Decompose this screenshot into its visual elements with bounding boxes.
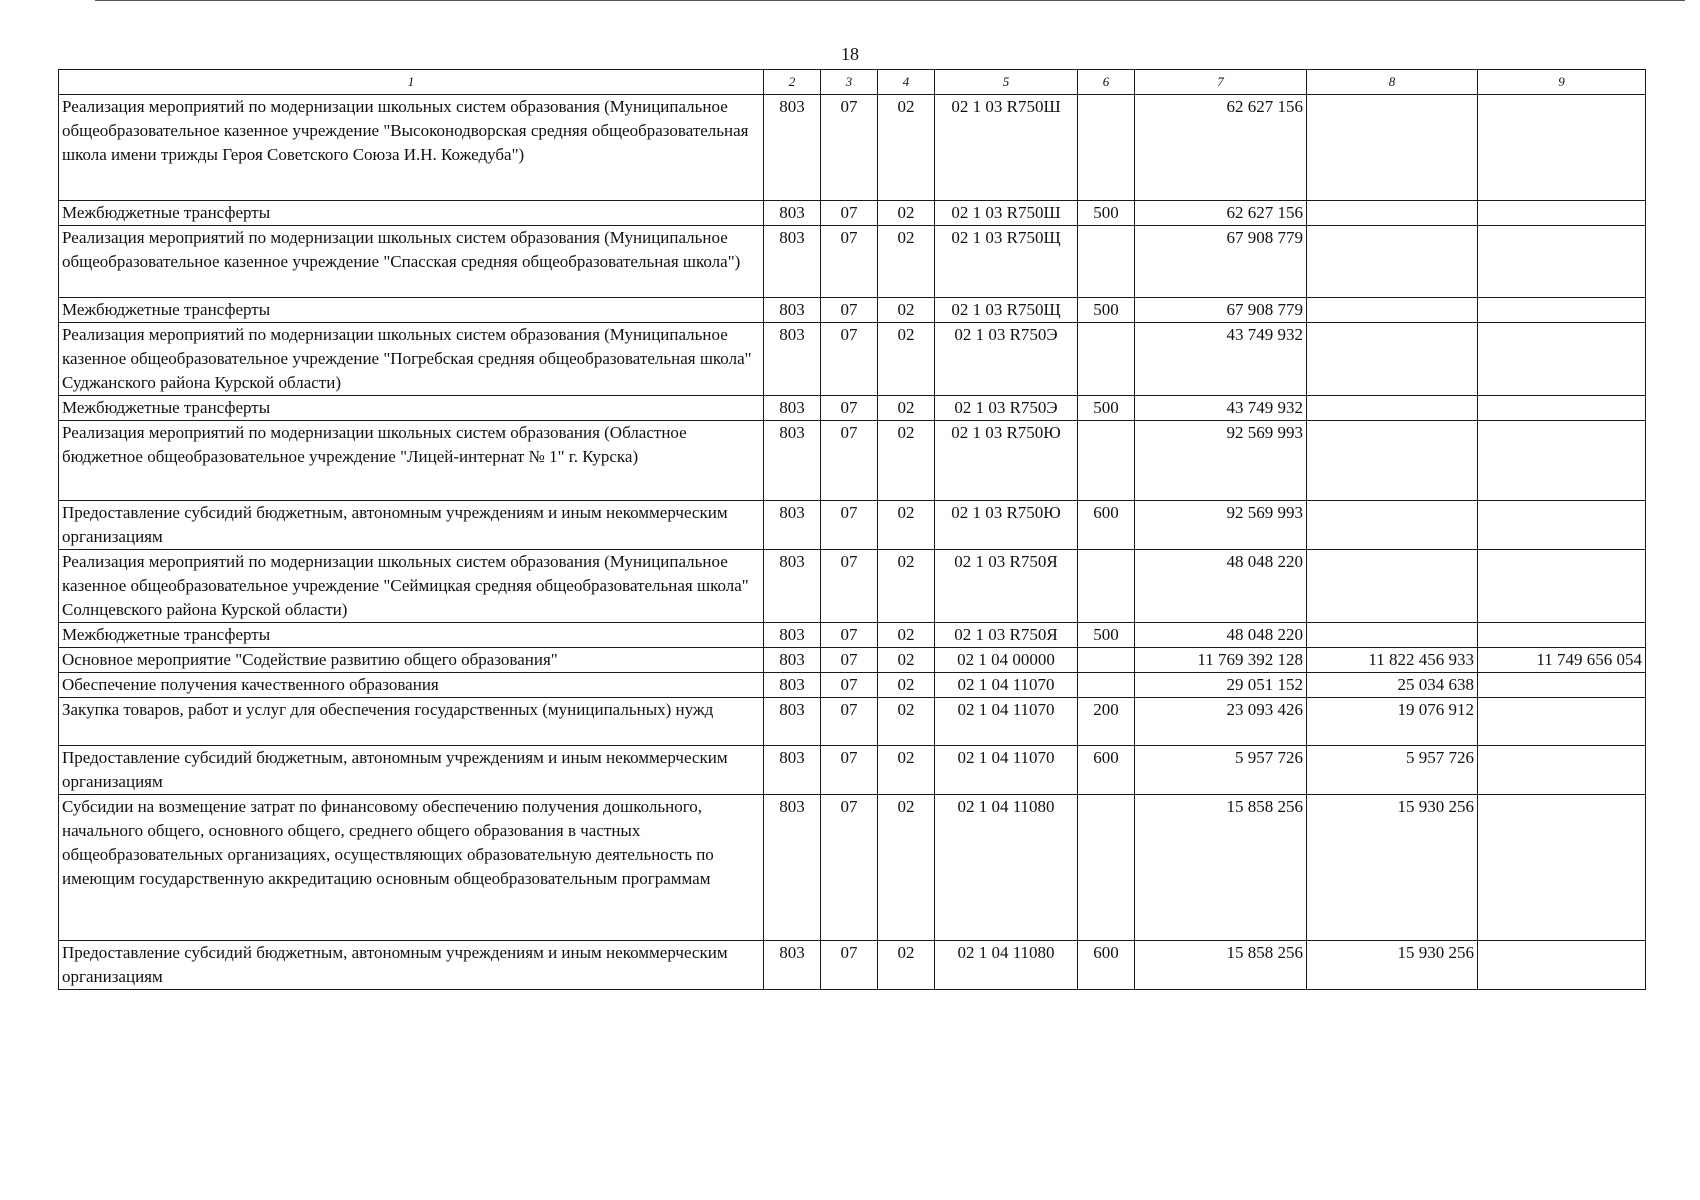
amount-col-8 [1307, 396, 1478, 421]
table-row [59, 550, 1646, 623]
amount-col-7: 92 569 993 [1135, 501, 1307, 550]
column-number: 9 [1478, 70, 1646, 95]
code-ministry: 803 [764, 95, 821, 201]
code-expense-type: 500 [1078, 396, 1135, 421]
amount-col-7: 43 749 932 [1135, 323, 1307, 396]
amount-col-8 [1307, 421, 1478, 501]
code-target-article: 02 1 03 R750Ш [935, 95, 1078, 201]
amount-col-8 [1307, 298, 1478, 323]
table-row [59, 201, 1646, 226]
table-row [59, 698, 1646, 746]
code-expense-type [1078, 648, 1135, 673]
code-target-article: 02 1 03 R750Э [935, 396, 1078, 421]
row-name: Реализация мероприятий по модернизации школьных систем образования (Муниципальное казенное общеобразовательное учреждение "Сеймицкая средняя общеобразовательная школа" Солнцевского района Курской области) [59, 550, 764, 623]
amount-col-8 [1307, 95, 1478, 201]
code-section: 07 [821, 421, 878, 501]
code-target-article: 02 1 04 11070 [935, 746, 1078, 795]
code-expense-type: 600 [1078, 501, 1135, 550]
code-subsection: 02 [878, 746, 935, 795]
code-subsection: 02 [878, 623, 935, 648]
code-ministry: 803 [764, 201, 821, 226]
amount-col-9 [1478, 95, 1646, 201]
code-ministry: 803 [764, 648, 821, 673]
code-expense-type [1078, 95, 1135, 201]
table-row [59, 673, 1646, 698]
row-name: Предоставление субсидий бюджетным, автономным учреждениям и иным некоммерческим организациям [59, 746, 764, 795]
column-number-row [59, 70, 1646, 95]
amount-col-8: 5 957 726 [1307, 746, 1478, 795]
code-section: 07 [821, 623, 878, 648]
row-name: Предоставление субсидий бюджетным, автономным учреждениям и иным некоммерческим организациям [59, 501, 764, 550]
code-expense-type [1078, 323, 1135, 396]
code-target-article: 02 1 03 R750Щ [935, 298, 1078, 323]
code-subsection: 02 [878, 698, 935, 746]
row-name: Обеспечение получения качественного образования [59, 673, 764, 698]
amount-col-7: 48 048 220 [1135, 550, 1307, 623]
amount-col-9 [1478, 623, 1646, 648]
table-row [59, 501, 1646, 550]
column-number: 5 [935, 70, 1078, 95]
table-row [59, 795, 1646, 941]
code-section: 07 [821, 673, 878, 698]
code-target-article: 02 1 04 11080 [935, 941, 1078, 990]
amount-col-9 [1478, 421, 1646, 501]
amount-col-9 [1478, 501, 1646, 550]
amount-col-9 [1478, 396, 1646, 421]
code-expense-type: 600 [1078, 746, 1135, 795]
code-target-article: 02 1 03 R750Ю [935, 501, 1078, 550]
code-expense-type: 500 [1078, 298, 1135, 323]
amount-col-9 [1478, 226, 1646, 298]
code-section: 07 [821, 648, 878, 673]
code-ministry: 803 [764, 323, 821, 396]
code-expense-type [1078, 550, 1135, 623]
table-row [59, 226, 1646, 298]
code-subsection: 02 [878, 501, 935, 550]
code-subsection: 02 [878, 95, 935, 201]
code-ministry: 803 [764, 396, 821, 421]
code-ministry: 803 [764, 501, 821, 550]
code-section: 07 [821, 201, 878, 226]
code-ministry: 803 [764, 746, 821, 795]
column-number: 2 [764, 70, 821, 95]
amount-col-9 [1478, 698, 1646, 746]
code-ministry: 803 [764, 421, 821, 501]
amount-col-7: 48 048 220 [1135, 623, 1307, 648]
table-row [59, 623, 1646, 648]
amount-col-8: 19 076 912 [1307, 698, 1478, 746]
code-expense-type [1078, 226, 1135, 298]
code-subsection: 02 [878, 226, 935, 298]
column-number: 3 [821, 70, 878, 95]
code-expense-type [1078, 795, 1135, 941]
code-subsection: 02 [878, 795, 935, 941]
code-target-article: 02 1 03 R750Ю [935, 421, 1078, 501]
row-name: Предоставление субсидий бюджетным, автономным учреждениям и иным некоммерческим организациям [59, 941, 764, 990]
amount-col-7: 5 957 726 [1135, 746, 1307, 795]
code-expense-type: 600 [1078, 941, 1135, 990]
page-number: 18 [841, 44, 859, 64]
row-name: Межбюджетные трансферты [59, 396, 764, 421]
amount-col-9: 11 749 656 054 [1478, 648, 1646, 673]
amount-col-9 [1478, 298, 1646, 323]
table-row [59, 746, 1646, 795]
code-subsection: 02 [878, 421, 935, 501]
row-name: Реализация мероприятий по модернизации школьных систем образования (Муниципальное общеобразовательное казенное учреждение "Спасская средняя общеобразовательная школа") [59, 226, 764, 298]
code-ministry: 803 [764, 226, 821, 298]
amount-col-7: 15 858 256 [1135, 941, 1307, 990]
code-target-article: 02 1 03 R750Я [935, 623, 1078, 648]
amount-col-8: 15 930 256 [1307, 795, 1478, 941]
code-subsection: 02 [878, 941, 935, 990]
amount-col-7: 11 769 392 128 [1135, 648, 1307, 673]
amount-col-8 [1307, 623, 1478, 648]
amount-col-9 [1478, 795, 1646, 941]
code-target-article: 02 1 03 R750Э [935, 323, 1078, 396]
code-section: 07 [821, 298, 878, 323]
column-number: 4 [878, 70, 935, 95]
code-ministry: 803 [764, 941, 821, 990]
amount-col-9 [1478, 746, 1646, 795]
code-section: 07 [821, 698, 878, 746]
code-section: 07 [821, 550, 878, 623]
table-row [59, 298, 1646, 323]
amount-col-7: 62 627 156 [1135, 95, 1307, 201]
amount-col-8 [1307, 501, 1478, 550]
table-row [59, 95, 1646, 201]
column-number: 6 [1078, 70, 1135, 95]
code-subsection: 02 [878, 298, 935, 323]
amount-col-7: 23 093 426 [1135, 698, 1307, 746]
code-section: 07 [821, 95, 878, 201]
top-rule [95, 0, 1685, 1]
code-ministry: 803 [764, 673, 821, 698]
code-target-article: 02 1 04 11080 [935, 795, 1078, 941]
amount-col-9 [1478, 323, 1646, 396]
code-section: 07 [821, 226, 878, 298]
code-subsection: 02 [878, 550, 935, 623]
row-name: Межбюджетные трансферты [59, 201, 764, 226]
code-expense-type [1078, 421, 1135, 501]
code-section: 07 [821, 795, 878, 941]
row-name: Реализация мероприятий по модернизации школьных систем образования (Областное бюджетное общеобразовательное учреждение "Лицей-интернат № 1" г. Курска) [59, 421, 764, 501]
row-name: Субсидии на возмещение затрат по финансовому обеспечению получения дошкольного, начального общего, основного общего, среднего общего образования в частных общеобразовательных организациях, осуществляющих образовательную деятельность по имеющим государственную аккредитацию основным общеобразовательным программам [59, 795, 764, 941]
amount-col-8 [1307, 201, 1478, 226]
amount-col-8 [1307, 226, 1478, 298]
column-number: 7 [1135, 70, 1307, 95]
code-target-article: 02 1 03 R750Я [935, 550, 1078, 623]
code-subsection: 02 [878, 648, 935, 673]
table-row [59, 421, 1646, 501]
table-body [59, 95, 1646, 990]
code-target-article: 02 1 04 11070 [935, 698, 1078, 746]
code-target-article: 02 1 04 00000 [935, 648, 1078, 673]
row-name: Межбюджетные трансферты [59, 298, 764, 323]
code-ministry: 803 [764, 795, 821, 941]
code-ministry: 803 [764, 698, 821, 746]
code-section: 07 [821, 941, 878, 990]
code-section: 07 [821, 396, 878, 421]
amount-col-8: 15 930 256 [1307, 941, 1478, 990]
table-row [59, 323, 1646, 396]
amount-col-9 [1478, 550, 1646, 623]
code-subsection: 02 [878, 396, 935, 421]
code-expense-type: 500 [1078, 201, 1135, 226]
amount-col-7: 67 908 779 [1135, 298, 1307, 323]
code-target-article: 02 1 03 R750Ш [935, 201, 1078, 226]
amount-col-7: 92 569 993 [1135, 421, 1307, 501]
code-ministry: 803 [764, 623, 821, 648]
amount-col-7: 62 627 156 [1135, 201, 1307, 226]
amount-col-9 [1478, 941, 1646, 990]
table-row [59, 396, 1646, 421]
amount-col-7: 15 858 256 [1135, 795, 1307, 941]
code-subsection: 02 [878, 201, 935, 226]
code-target-article: 02 1 04 11070 [935, 673, 1078, 698]
column-number: 8 [1307, 70, 1478, 95]
amount-col-8 [1307, 323, 1478, 396]
code-ministry: 803 [764, 550, 821, 623]
code-section: 07 [821, 501, 878, 550]
row-name: Реализация мероприятий по модернизации школьных систем образования (Муниципальное общеобразовательное казенное учреждение "Высоконодворская средняя общеобразовательная школа имени трижды Героя Советского Союза И.Н. Кожедуба") [59, 95, 764, 201]
row-name: Межбюджетные трансферты [59, 623, 764, 648]
column-number: 1 [59, 70, 764, 95]
code-target-article: 02 1 03 R750Щ [935, 226, 1078, 298]
code-expense-type [1078, 673, 1135, 698]
table-row [59, 941, 1646, 990]
amount-col-7: 29 051 152 [1135, 673, 1307, 698]
code-expense-type: 500 [1078, 623, 1135, 648]
row-name: Основное мероприятие "Содействие развитию общего образования" [59, 648, 764, 673]
amount-col-9 [1478, 673, 1646, 698]
code-section: 07 [821, 323, 878, 396]
amount-col-7: 43 749 932 [1135, 396, 1307, 421]
code-subsection: 02 [878, 323, 935, 396]
row-name: Закупка товаров, работ и услуг для обеспечения государственных (муниципальных) нужд [59, 698, 764, 746]
code-ministry: 803 [764, 298, 821, 323]
table-row [59, 648, 1646, 673]
amount-col-7: 67 908 779 [1135, 226, 1307, 298]
amount-col-8: 25 034 638 [1307, 673, 1478, 698]
code-expense-type: 200 [1078, 698, 1135, 746]
row-name: Реализация мероприятий по модернизации школьных систем образования (Муниципальное казенное общеобразовательное учреждение "Погребская средняя общеобразовательная школа" Суджанского района Курской области) [59, 323, 764, 396]
budget-table [58, 69, 1646, 990]
amount-col-8: 11 822 456 933 [1307, 648, 1478, 673]
amount-col-8 [1307, 550, 1478, 623]
code-subsection: 02 [878, 673, 935, 698]
amount-col-9 [1478, 201, 1646, 226]
code-section: 07 [821, 746, 878, 795]
